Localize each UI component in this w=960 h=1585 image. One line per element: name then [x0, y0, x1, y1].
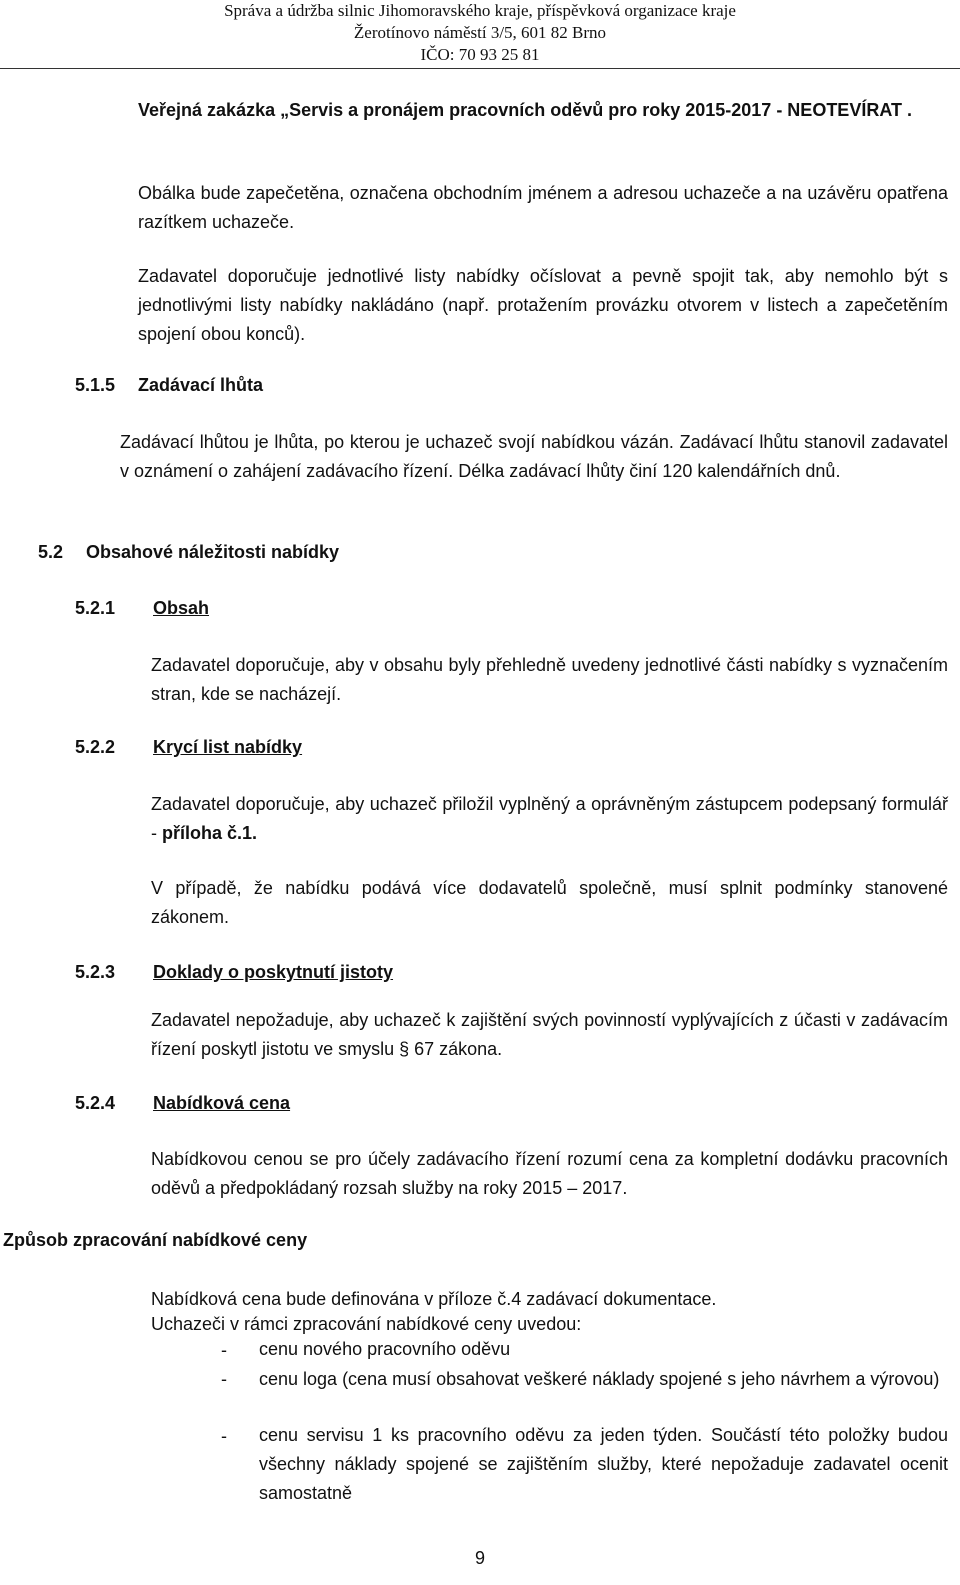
list-bullet: - [221, 1426, 227, 1446]
section-5-2-title: Obsahové náležitosti nabídky [86, 542, 340, 562]
list-item: cenu loga (cena musí obsahovat veškeré náklady spojené s jeho návrhem a výrovou) [259, 1369, 940, 1389]
section-5-2-3-title: Doklady o poskytnutí jistoty [153, 962, 394, 982]
list-item: cenu nového pracovního oděvu [259, 1339, 511, 1359]
section-5-2-1-text: Zadavatel doporučuje, aby v obsahu byly přehledně uvedeny jednotlivé části nabídky s vyznačením stran, kde se nacházejí. [151, 655, 948, 704]
section-5-1-5-text: Zadávací lhůtou je lhůta, po kterou je uchazeč svojí nabídkou vázán. Zadávací lhůtu stanovil zadavatel v oznámení o zahájení zadávacího řízení. Délka zadávací lhůty činí 120 kalendářních dnů. [120, 432, 948, 481]
section-5-2-3-text: Zadavatel nepožaduje, aby uchazeč k zajištění svých povinností vyplývajících z účasti v zadávacím řízení poskytl jistotu ve smyslu § 67 zákona. [151, 1010, 948, 1059]
document-header [0, 0, 960, 66]
section-5-2-2-number: 5.2.2 [75, 737, 116, 757]
section-5-2-number: 5.2 [38, 542, 64, 562]
list-bullet: - [221, 1340, 227, 1360]
section-5-2-1-title: Obsah [153, 598, 210, 618]
section-5-2-1-number: 5.2.1 [75, 598, 116, 618]
section-5-2-2-text-2: V případě, že nabídku podává více dodavatelů společně, musí splnit podmínky stanovené zákonem. [151, 878, 948, 927]
price-method-title: Způsob zpracování nabídkové ceny [3, 1230, 308, 1250]
section-5-2-3-number: 5.2.3 [75, 962, 116, 982]
price-method-line-1: Nabídková cena bude definována v příloze č.4 zadávací dokumentace. [151, 1289, 717, 1309]
header-organization: Správa a údržba silnic Jihomoravského kraje, příspěvková organizace kraje [224, 1, 736, 20]
section-5-1-5-title: Zadávací lhůta [138, 375, 264, 395]
numbering-paragraph: Zadavatel doporučuje jednotlivé listy nabídky očíslovat a pevně spojit tak, aby nemohlo být s jednotlivými listy nabídky nakládáno (např. protažením provázku otvorem v listech a zapečetěním spojení obou konců). [138, 266, 948, 344]
section-5-2-4-title: Nabídková cena [153, 1093, 291, 1113]
section-5-1-5-number: 5.1.5 [75, 375, 116, 395]
header-address: Žerotínovo náměstí 3/5, 601 82 Brno [353, 23, 607, 42]
section-5-2-2-text [151, 790, 948, 848]
header-ico: IČO: 70 93 25 81 [420, 45, 540, 64]
attachment-reference: příloha č.1. [162, 823, 258, 843]
section-5-2-4-number: 5.2.4 [75, 1093, 116, 1113]
list-bullet: - [221, 1369, 227, 1389]
header-divider [0, 68, 960, 69]
list-item: cenu servisu 1 ks pracovního oděvu za jeden týden. Součástí této položky budou všechny náklady spojené se zajištěním služby, které nepožaduje zadavatel ocenit samostatně [259, 1425, 948, 1503]
section-5-2-2-title: Krycí list nabídky [153, 737, 303, 757]
contract-title: Veřejná zakázka „Servis a pronájem pracovních oděvů pro roky 2015-2017 - NEOTEVÍRAT . [138, 100, 912, 120]
envelope-paragraph: Obálka bude zapečetěna, označena obchodním jménem a adresou uchazeče a na uzávěru opatřena razítkem uchazeče. [138, 183, 948, 232]
section-5-2-4-text: Nabídkovou cenou se pro účely zadávacího řízení rozumí cena za kompletní dodávku pracovních oděvů a předpokládaný rozsah služby na roky 2015 – 2017. [151, 1149, 948, 1198]
price-method-line-2: Uchazeči v rámci zpracování nabídkové ceny uvedou: [151, 1314, 582, 1334]
page-number: 9 [474, 1548, 485, 1568]
section-5-2-2-text-main: Zadavatel doporučuje, aby uchazeč přiložil vyplněný a oprávněným zástupcem podepsaný formulář - [151, 794, 948, 843]
